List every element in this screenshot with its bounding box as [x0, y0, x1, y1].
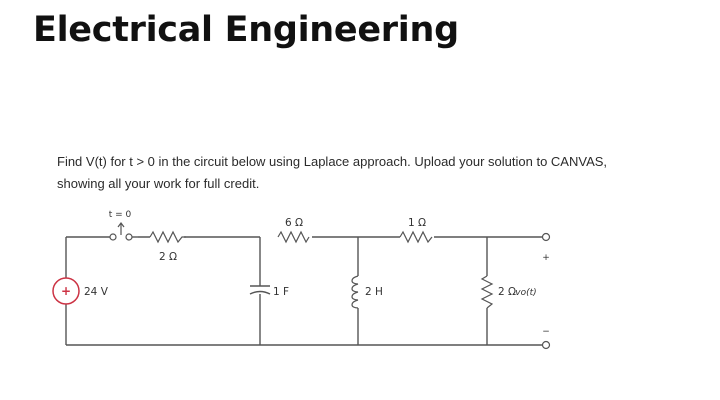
output-resistor-label: 2 Ω: [498, 286, 517, 298]
output-plus-sign: +: [542, 253, 550, 263]
problem-line-1: Find V(t) for t > 0 in the circuit below using Laplace approach. Upload your solution to CANVAS,: [57, 154, 608, 169]
circuit-diagram: [50, 200, 590, 360]
capacitor-symbol: [250, 286, 270, 294]
resistor-2-ohm-series: [150, 231, 186, 243]
resistor-6-ohm-label: 6 Ω: [284, 217, 304, 229]
switch-symbol: [110, 223, 132, 240]
circuit-wires: [66, 237, 543, 345]
problem-statement: [57, 151, 677, 195]
source-plus-sign: +: [60, 284, 72, 298]
circuit-svg: [50, 200, 590, 360]
output-minus-sign: −: [542, 327, 550, 337]
switch-label: t = 0: [108, 210, 132, 220]
resistor-2-ohm-label: 2 Ω: [158, 251, 178, 263]
resistor-2-ohm-output: [482, 276, 492, 308]
problem-line-2: showing all your work for full credit.: [57, 176, 260, 191]
capacitor-label: 1 F: [273, 286, 290, 298]
resistor-1-ohm-label: 1 Ω: [407, 217, 427, 229]
voltage-source-symbol: [53, 278, 79, 304]
page-title: Electrical Engineering: [33, 10, 459, 50]
output-voltage-label: vo(t): [515, 288, 537, 298]
resistor-1-ohm: [400, 231, 434, 243]
resistor-6-ohm: [278, 231, 312, 243]
source-label: 24 V: [84, 286, 108, 298]
inductor-label: 2 H: [365, 286, 383, 298]
inductor-symbol: [352, 276, 358, 308]
